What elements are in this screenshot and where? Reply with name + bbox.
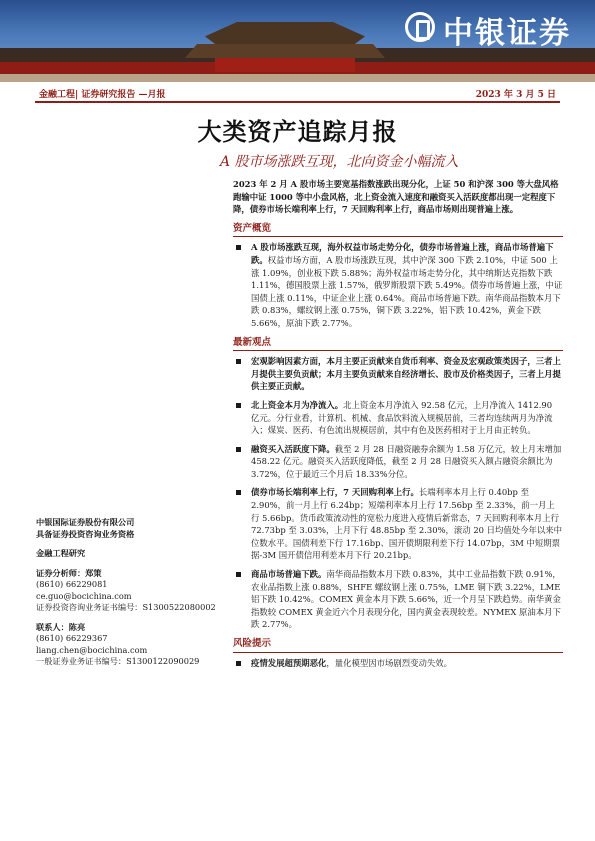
bullet-square-icon	[236, 359, 241, 364]
bullet-bold-text: A 股市场涨跌互现，海外权益市场走势分化，债券市场普遍上涨，商品市场普遍下跌。	[251, 242, 554, 265]
contact-phone: (8610) 66229367	[36, 633, 108, 643]
logo-text: 中银证券	[443, 16, 571, 51]
department: 金融工程研究	[36, 548, 86, 558]
bullet-bold-text: 商品市场普遍下跌。	[251, 569, 327, 580]
bullet-bold-text: 疫情发展超预期恶化	[251, 657, 327, 668]
bullet-bold-text: 宏观影响因素方面，本月主要正贡献来自货币利率、资金及宏观政策类因子，三者上月提供主要负贡献；本月主要负贡献来自经济增长、股市及价格类因子，三者上月提供主要正贡献。	[251, 356, 561, 392]
bank-of-china-icon	[405, 12, 435, 42]
sidebar-info	[36, 517, 226, 668]
bullet-text: 北上资金本月净流入 92.58 亿元，上月净流入 1412.90 亿元。分行业看，计算机、机械、食品饮料流入规模居前，三者均连续两月为净流入；煤炭、医药、有色流出规模居前，其中有色及医药相对于上月由正转负。	[251, 399, 553, 436]
bullet-text: 截至 2 月 28 日融资融券余额为 1.58 万亿元，较上月末增加 458.22 亿元。融资买入活跃度降低，截至 2 月 28 日融资买入额占融资余额比为 3.72%，位于最近三个月后 18.33%分位。	[251, 443, 562, 479]
views-bullet	[233, 486, 563, 562]
bullet-square-icon	[236, 403, 241, 408]
qualification: 具备证券投资咨询业务资格	[36, 528, 135, 539]
bullet-square-icon	[236, 661, 241, 666]
analyst-label: 证券分析师：郑策	[36, 567, 102, 578]
palace-roof-upper	[205, 22, 365, 46]
report-subtitle: A 股市场涨跌互现，北向资金小幅流入	[220, 154, 459, 170]
assets-bullet	[233, 241, 563, 329]
palace-roof-lower	[185, 44, 385, 58]
views-bullet	[233, 399, 563, 437]
views-bullet	[233, 568, 563, 631]
bullet-text: 南华商品指数本月下跌 0.83%，其中工业品指数下跌 0.91%，农业品指数上涨 0.88%，SHFE 螺纹钢上涨 0.75%，LME 铜下跌 3.22%，LME 铝下跌 10.42%。COMEX 黄金本月下跌 5.66%，近一个月呈下跌趋势。南华黄金指数较 COMEX 黄金近六个月表现分化，国内黄金表现较差。NYMEX 原油本月下跌 2.77%。	[251, 569, 561, 630]
main-content	[233, 178, 563, 675]
section-title-views: 最新观点	[233, 337, 563, 352]
views-bullet	[233, 355, 563, 393]
bullet-text: ，量化模型因市场剧烈变动失效。	[326, 657, 452, 668]
report-header-bar	[35, 85, 560, 103]
header-banner	[0, 0, 595, 82]
analyst-cert: 证券投资咨询业务证书编号：S1300522080002	[36, 602, 216, 612]
bullet-square-icon	[236, 572, 241, 577]
company-name: 中银国际证券股份有限公司	[36, 517, 135, 527]
bullet-square-icon	[236, 245, 241, 250]
risk-bullet	[233, 657, 563, 670]
bullet-text: 权益市场方面，A 股市场涨跌互现，其中沪深 300 下跌 2.10%，中证 500 上涨 1.09%，创业板下跌 5.88%；海外权益市场走势分化，其中纳斯达克指数下跌 1.11%，德国股票上涨 1.57%，俄罗斯股票下跌 5.49%。债券市场普遍上涨，中证国债上涨 0.11%，中证企业上涨 0.64%。商品市场普遍下跌。南华商品指数本月下跌 0.83%，螺纹钢上涨 0.75%，铜下跌 3.22%，铝下跌 10.42%，黄金下跌 5.66%，原油下跌 2.77%。	[251, 254, 563, 328]
summary-paragraph: 2023 年 2 月 A 股市场主要宽基指数涨跌出现分化，上证 50 和沪深 300 等大盘风格跑输中证 1000 等中小盘风格，北上资金流入速度和融资买入活跃度都出现一定程度下降，债券市场长端利率上行，7 天回购利率上行，商品市场则出现普遍上涨。	[233, 179, 559, 215]
report-date: 2023 年 3 月 5 日	[475, 90, 556, 100]
bullet-square-icon	[236, 490, 241, 495]
bullet-bold-text: 北上资金本月为净流入。	[251, 399, 344, 410]
section-title-assets: 资产概览	[233, 223, 563, 238]
analyst-phone: (8610) 66229081	[36, 579, 108, 589]
bullet-text: 长端利率本月上行 0.40bp 至 2.90%，前一月上行 6.24bp；短端利率本月上行 17.56bp 至 2.33%，前一月上行 5.66bp。货币政策流动性的宽松力度进入疫情后新常态，7 天回购利率本月上行 72.73bp 至 3.03%，上月下行 48.85bp 至 2.30%，滚动 20 日均值处今年以来中位数水平。国债利差下行 17.16bp、国开债期限利差下行 14.07bp，3M 中短期票据-3M 国开债信用利差本月下行 20.21bp。	[251, 487, 563, 561]
bullet-square-icon	[236, 447, 241, 452]
views-bullet	[233, 443, 563, 481]
report-category: 金融工程| 证券研究报告 —月报	[39, 90, 166, 100]
contact-cert: 一般证券业务证书编号：S1300122090029	[36, 656, 200, 666]
contact-email[interactable]: liang.chen@bocichina.com	[36, 644, 148, 655]
report-title: 大类资产追踪月报	[197, 117, 398, 146]
palace-hall	[215, 58, 355, 72]
bullet-bold-text: 债券市场长端利率上行，7 天回购利率上行。	[251, 487, 419, 498]
bullet-bold-text: 融资买入活跃度下降。	[251, 443, 335, 454]
palace-plaza	[0, 74, 595, 82]
analyst-email[interactable]: ce.guo@bocichina.com	[36, 590, 132, 601]
contact-label: 联系人：陈亮	[36, 621, 86, 632]
section-title-risk: 风险提示	[233, 638, 563, 653]
company-logo	[405, 6, 590, 56]
